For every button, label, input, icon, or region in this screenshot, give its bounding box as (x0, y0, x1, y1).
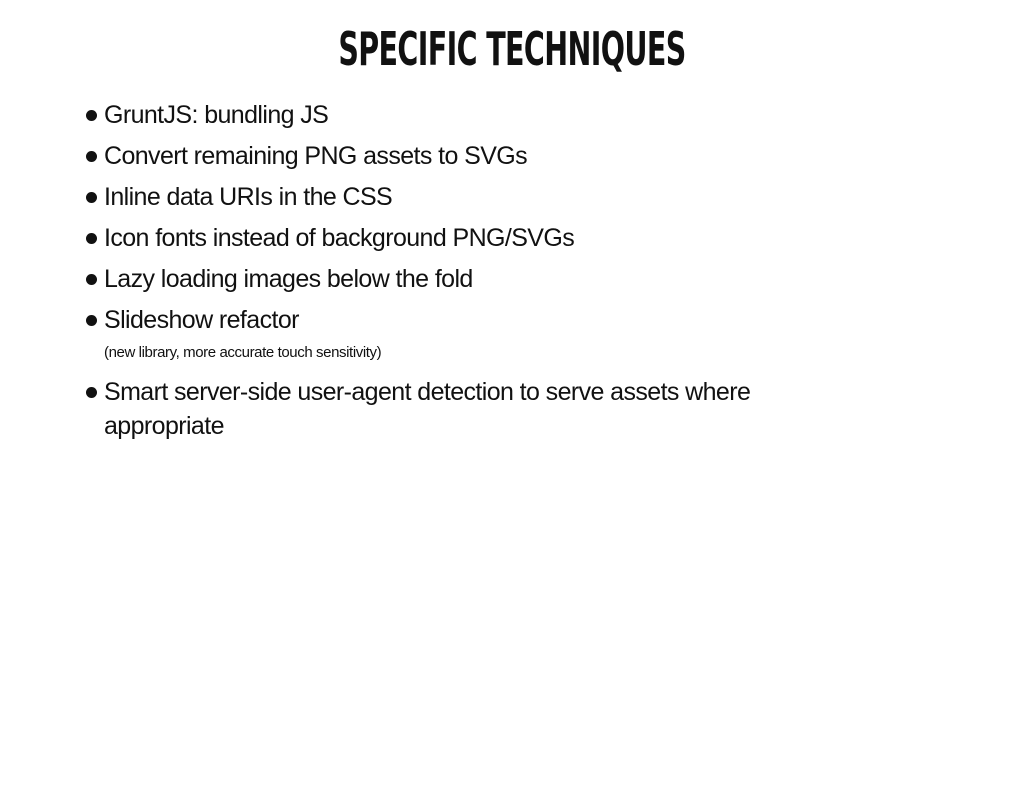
bullet-dot-icon (86, 274, 97, 285)
bullet-item (84, 262, 844, 296)
bullet-text: Lazy loading images below the fold (104, 265, 473, 293)
bullet-text: GruntJS: bundling JS (104, 101, 329, 129)
slide-title: SPECIFIC TECHNIQUES (338, 22, 686, 76)
bullet-item (84, 98, 844, 132)
bullet-text: Icon fonts instead of background PNG/SVGs (104, 224, 575, 252)
bullet-item (84, 375, 844, 443)
bullet-list (84, 98, 844, 450)
bullet-item (84, 303, 844, 363)
bullet-text: Smart server-side user-agent detection to serve assets where appropriate (104, 378, 751, 440)
bullet-dot-icon (86, 233, 97, 244)
bullet-dot-icon (86, 387, 97, 398)
bullet-dot-icon (86, 151, 97, 162)
bullet-item (84, 139, 844, 173)
bullet-dot-icon (86, 315, 97, 326)
bullet-item (84, 221, 844, 255)
bullet-dot-icon (86, 110, 97, 121)
bullet-dot-icon (86, 192, 97, 203)
bullet-subnote: (new library, more accurate touch sensitivity) (104, 344, 382, 361)
bullet-text: Slideshow refactor (104, 306, 299, 334)
bullet-text: Convert remaining PNG assets to SVGs (104, 142, 528, 170)
bullet-text: Inline data URIs in the CSS (104, 183, 393, 211)
bullet-item (84, 180, 844, 214)
